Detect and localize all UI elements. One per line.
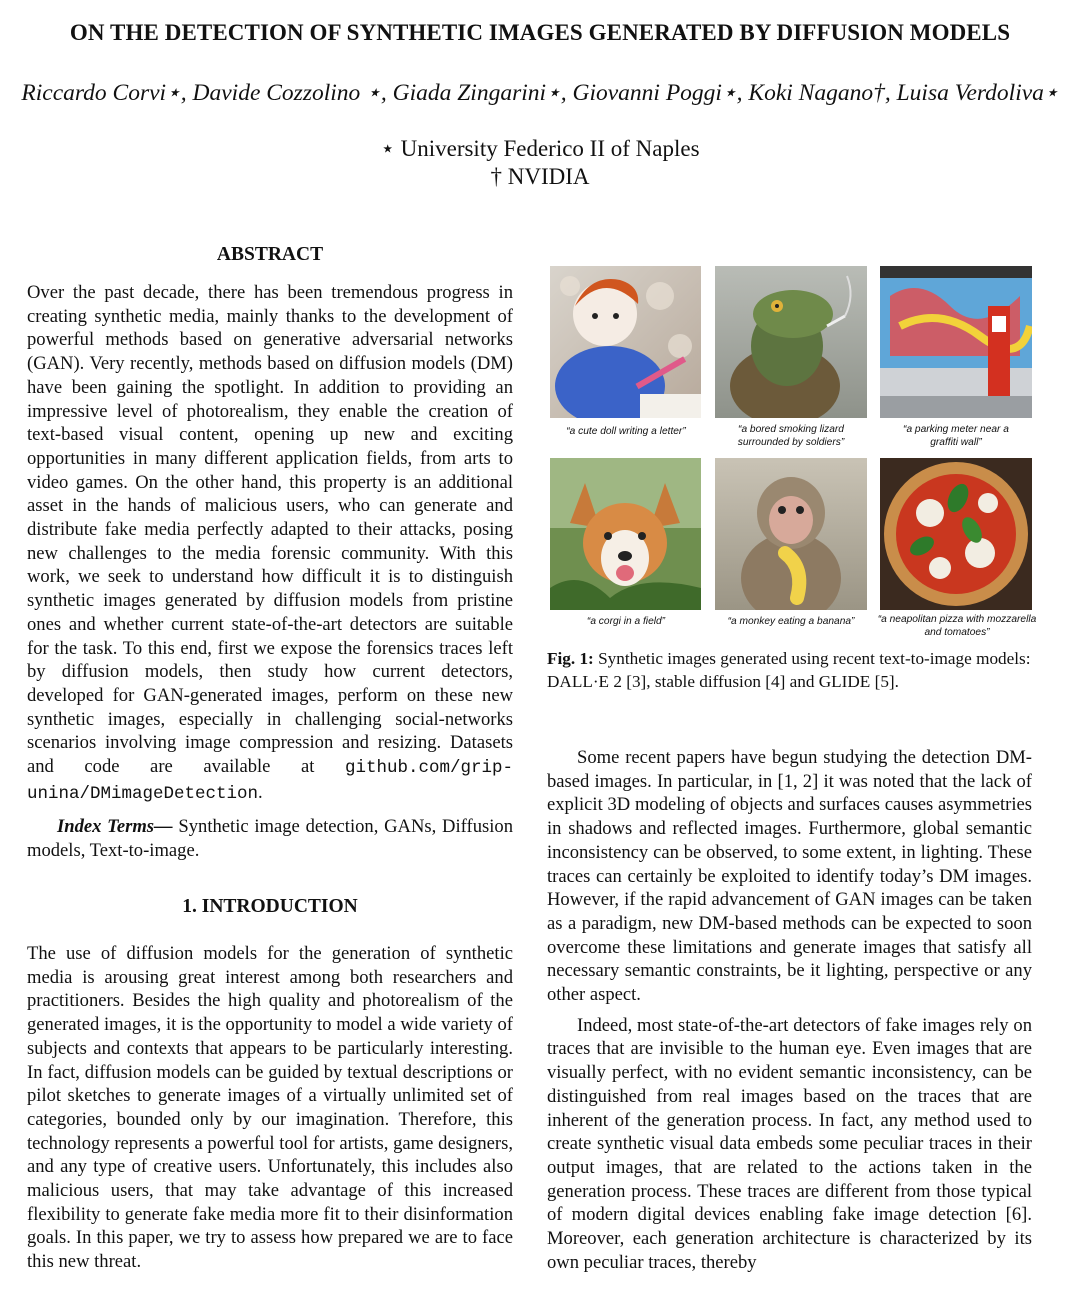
code-link[interactable]: github.com/grip-unina/DMimageDetection	[27, 758, 513, 804]
intro-paragraph-1	[27, 942, 513, 1274]
affiliation-nvidia: † NVIDIA	[490, 164, 590, 189]
index-terms-label: Index Terms—	[57, 816, 173, 838]
graffiti-image	[880, 266, 1032, 418]
doll-illustration	[550, 266, 701, 418]
corgi-image	[550, 458, 701, 610]
pizza-image	[880, 458, 1032, 610]
lizard-illustration	[715, 266, 867, 418]
abstract-body	[27, 281, 513, 863]
intro-paragraph-2: Some recent papers have begun studying the detection DM-based images. In particular, in [1, 2] it was noted that the lack of explicit 3D modeling of objects and surfaces causes asymmetries in shadows and reflected images. Furthermore, global semantic inconsistency can be observed, to some extent, in lighting. These traces can certainly be exploited to identify today’s DM images. However, if the rapid advancement of GAN images can be taken as a paradigm, new DM-based methods can be expected to soon overcome these limitations and generate images that satisfy all necessary semantic constraints, be it lighting, perspective or any other aspect.	[547, 747, 1032, 1006]
image-caption: “a parking meter near a graffiti wall”	[903, 424, 1009, 448]
intro-right-column	[547, 746, 1032, 1274]
index-terms	[27, 815, 513, 862]
image-caption: “a cute doll writing a letter”	[566, 426, 686, 437]
graffiti-illustration	[880, 266, 1032, 418]
figure-label: Fig. 1:	[547, 649, 594, 668]
monkey-image	[715, 458, 867, 610]
intro-paragraph-3: Indeed, most state-of-the-art detectors of fake images rely on traces that are invisible to the human eye. Even images that are visually perfect, with no evident semantic inconsistency, can be distinguished from real images based on the traces that are inherent of the generation process. In fact, any method used to create synthetic visual data embeds some peculiar traces in their output images, that are related to the actions taken in the generation process. These traces are different from those typical of modern digital devices enabling fake image detection [6]. Moreover, each generation architecture is characterized by its own peculiar traces, thereby	[547, 1014, 1032, 1273]
introduction-heading: 1. INTRODUCTION	[182, 896, 358, 917]
doll-image	[550, 266, 701, 418]
lizard-image	[715, 266, 867, 418]
abstract-text: Over the past decade, there has been tremendous progress in creating synthetic media, mainly thanks to the development of powerful methods based on generative adversarial networks (GAN). Very recently, methods based on diffusion models (DM) have been gaining the spotlight. In addition to providing an impressive level of photorealism, they enable the creation of text-based visual content, opening up new and exciting opportunities in many different application fields, from arts to video games. On the other hand, this property is an additional asset in the hands of malicious users, who can generate and distribute fake media perfectly adapted to their attacks, posing new challenges to the media forensic community. With this work, we seek to understand how difficult it is to distinguish synthetic images generated by diffusion models from pristine ones and whether current state-of-the-art detectors are suitable for the task. To this end, first we expose the forensics traces left by diffusion models, then study how current detectors, developed for GAN-generated images, perform on these new synthetic images, especially in challenging social-networks scenarios involving image compression and resizing. Datasets and code are available at	[27, 282, 513, 778]
figure-caption	[547, 648, 1033, 693]
pizza-illustration	[880, 458, 1032, 610]
image-caption: “a neapolitan pizza with mozzarella and tomatoes”	[877, 614, 1037, 638]
index-terms-text: Synthetic image detection, GANs, Diffusion models, Text-to-image.	[27, 816, 513, 862]
corgi-illustration	[550, 458, 701, 610]
author-list: Riccardo Corvi⋆, Davide Cozzolino ⋆, Giada Zingarini⋆, Giovanni Poggi⋆, Koki Nagano†, Luisa Verdoliva⋆	[21, 80, 1059, 106]
image-caption: “a bored smoking lizard surrounded by soldiers”	[737, 424, 845, 448]
paper-title: ON THE DETECTION OF SYNTHETIC IMAGES GENERATED BY DIFFUSION MODELS	[69, 20, 1011, 45]
figure-caption-text: Synthetic images generated using recent text-to-image models: DALL·E 2 [3], stable diffusion [4] and GLIDE [5].	[547, 649, 1031, 691]
image-caption: “a monkey eating a banana”	[727, 616, 855, 627]
monkey-illustration	[715, 458, 867, 610]
intro-p1-text: The use of diffusion models for the generation of synthetic media is arousing great interest among both researchers and practitioners. Besides the high quality and photorealism of the generated images, it is the opportunity to model a wide variety of subjects and contexts that appears to be particularly interesting. In fact, diffusion models can be guided by textual descriptions or pilot sketches to generate images of a virtually unlimited set of categories, bounded only by our imagination. Therefore, this technology represents a powerful tool for artists, game designers, and any type of creative users. Unfortunately, this includes also malicious users, that may take advantage of this increased flexibility to generate fake media more fit to their disinformation goals. In this paper, we try to assess how prepared we are to face this new threat.	[27, 943, 513, 1273]
affiliation-naples: ⋆ University Federico II of Naples	[380, 136, 700, 161]
abstract-end: .	[258, 781, 263, 803]
image-caption: “a corgi in a field”	[586, 616, 666, 627]
abstract-heading: ABSTRACT	[216, 244, 324, 265]
